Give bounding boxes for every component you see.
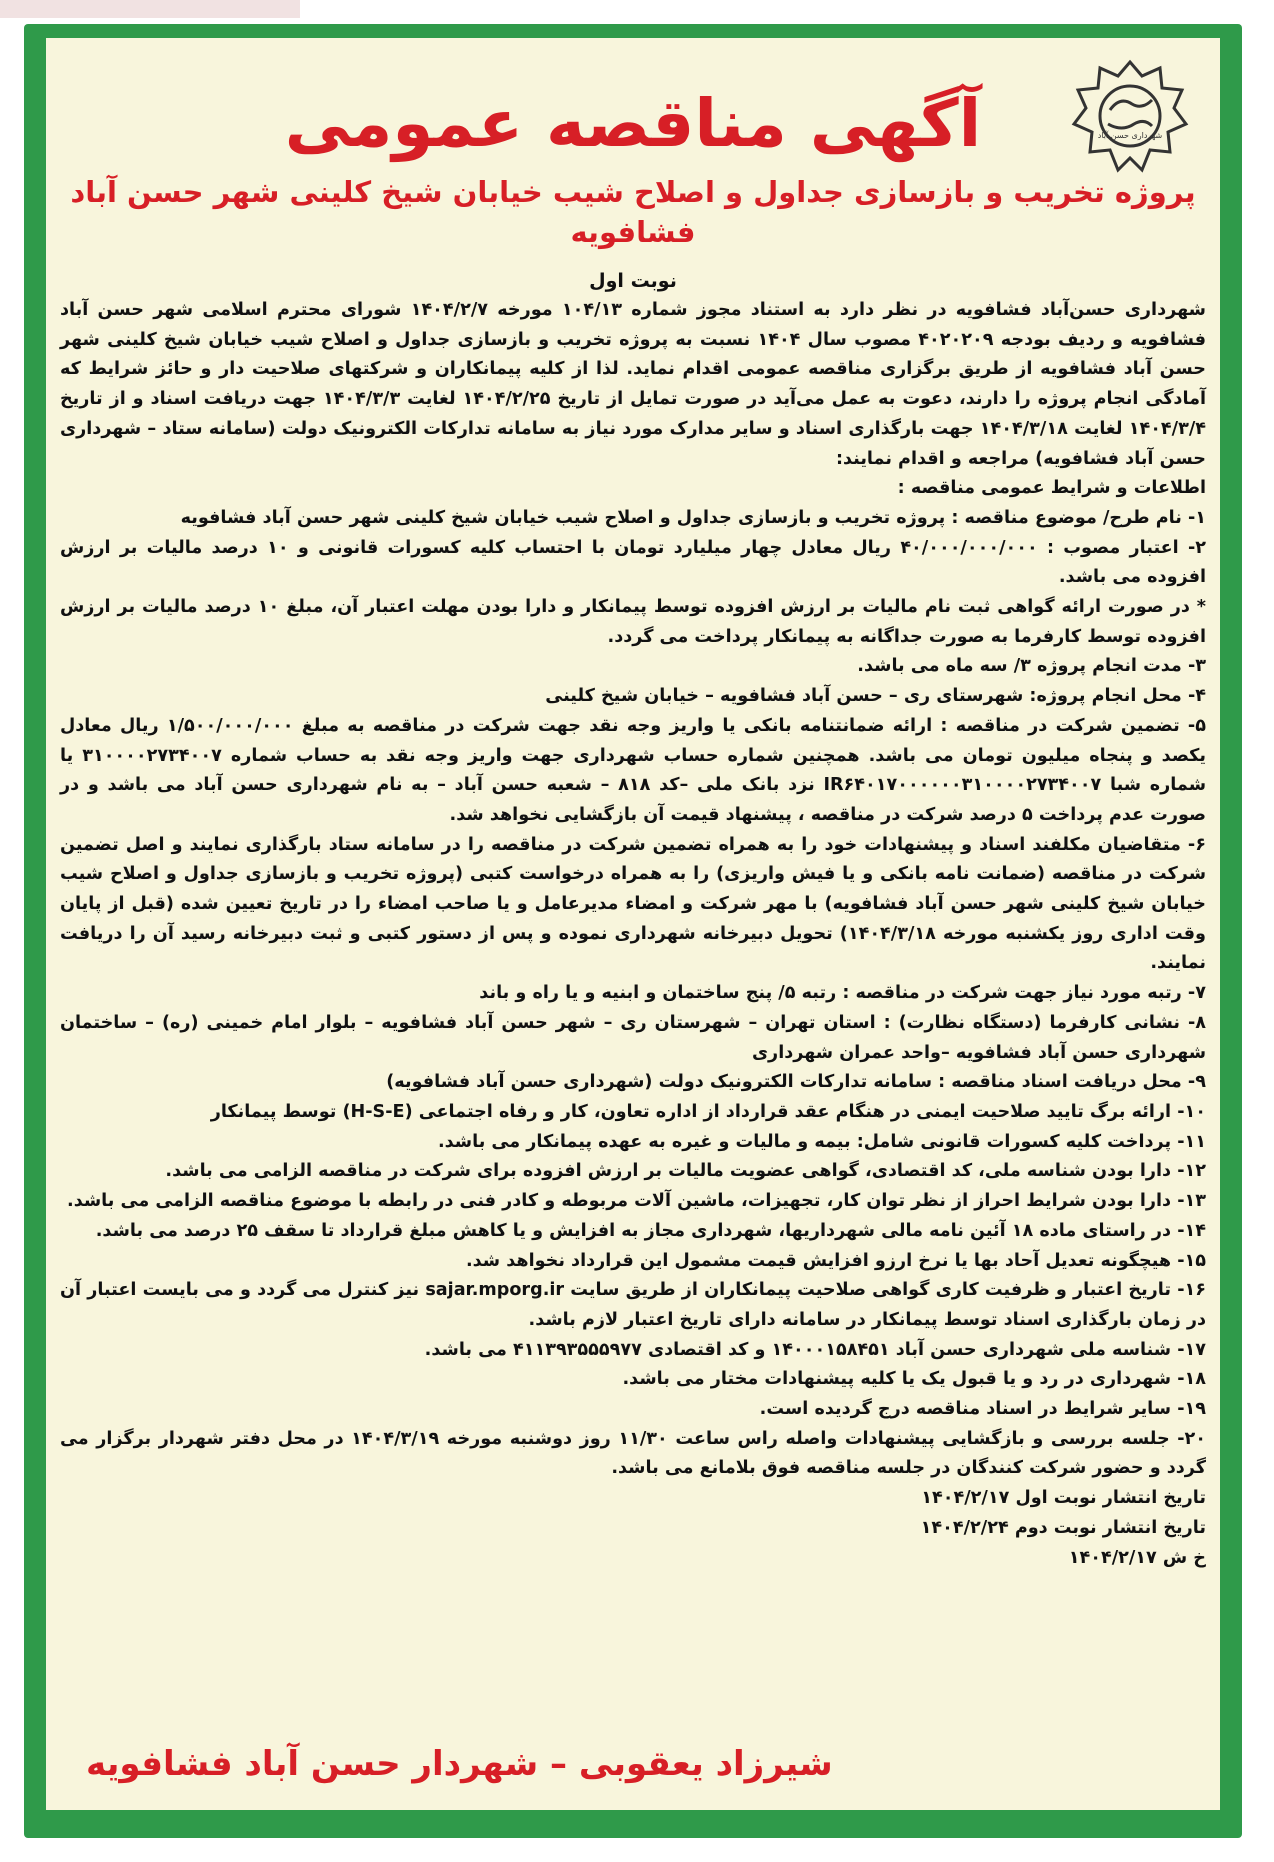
list-item: ۱۷- شناسه ملی شهرداری حسن آباد ۱۴۰۰۰۱۵۸۴۵۱ و کد اقتصادی ۴۱۱۳۹۳۵۵۵۹۷۷ می باشد.: [424, 1339, 1206, 1360]
list-item: ۴- محل انجام پروژه: شهرستای ری – حسن آباد فشافویه – خیابان شیخ کلینی: [545, 686, 1206, 707]
intro-paragraph: شهرداری حسن‌آباد فشافویه در نظر دارد به استناد مجوز شماره ۱۰۴/۱۳ مورخه ۱۴۰۴/۲/۷ شورای محترم اسلامی شهر حسن آباد فشافویه و ردیف بودجه ۴۰۲۰۲۰۹ مصوب سال ۱۴۰۴ نسبت به پروژه تخریب و بازسازی جداول و اصلاح شیب خیابان شیخ کلینی شهر حسن آباد فشافویه از طریق برگزاری مناقصه عمومی اقدام نماید. لذا از کلیه پیمانکاران و شرکتهای صلاحیت دار و حائز شرایط که آمادگی انجام پروژه را دارند، دعوت به عمل می‌آید در صورت تمایل از تاریخ ۱۴۰۴/۲/۲۵ لغایت ۱۴۰۴/۳/۳ جهت دریافت اسناد و از تاریخ ۱۴۰۴/۳/۴ لغایت ۱۴۰۴/۳/۱۸ جهت بارگذاری اسناد و سایر مدارک مورد نیاز به سامانه تدارکات الکترونیک دولت (سامانه ستاد – شهرداری حسن آباد فشافویه) مراجعه و اقدام نمایند:: [60, 300, 1207, 469]
list-item: ۵- تضمین شرکت در مناقصه : ارائه ضمانتنامه بانکی یا واریز وجه نقد جهت شرکت در مناقصه به مبلغ ۱/۵۰۰/۰۰۰/۰۰۰ ریال معادل یکصد و پنجاه میلیون تومان می باشد. همچنین شماره حساب شهرداری جهت واریز وجه نقد به حساب شماره ۳۱۰۰۰۰۲۷۳۴۰۰۷ یا شماره شبا IR۶۴۰۱۷۰۰۰۰۰۰۳۱۰۰۰۰۲۷۳۴۰۰۷ نزد بانک ملی –کد ۸۱۸ – شعبه حسن آباد – به نام شهرداری حسن آباد می باشد و در صورت عدم پرداخت ۵ درصد شرکت در مناقصه ، پیشنهاد قیمت آن بازگشایی نخواهد شد.: [60, 715, 1207, 825]
list-item: ۱۸- شهرداری در رد و یا قبول یک یا کلیه پیشنهادات مختار می باشد.: [622, 1369, 1206, 1390]
list-item: ۱۰- ارائه برگ تایید صلاحیت ایمنی در هنگام عقد قرارداد از اداره تعاون، کار و رفاه اجتماعی (H-S-E) توسط پیمانکار: [210, 1101, 1206, 1122]
list-item: ۷- رتبه مورد نیاز جهت شرکت در مناقصه : رتبه ۵/ پنج ساختمان و ابنیه و یا راه و باند: [479, 983, 1206, 1004]
list-item: ۱- نام طرح/ موضوع مناقصه : پروژه تخریب و بازسازی جداول و اصلاح شیب خیابان شیخ کلینی شهر حسن آباد فشافویه: [180, 507, 1206, 528]
list-item: ۱۲- دارا بودن شناسه ملی، کد اقتصادی، گواهی عضویت مالیات بر ارزش افزوده برای شرکت در مناقصه الزامی می باشد.: [165, 1161, 1206, 1182]
municipality-logo-icon: [1070, 58, 1190, 178]
notice-paper: [46, 38, 1220, 1810]
list-item: ۱۶- تاریخ اعتبار و ظرفیت کاری گواهی صلاحیت پیمانکاران از طریق سایت sajar.mporg.ir نیز کنترل می گردد و می بایست اعتبار آن در زمان بارگذاری اسناد توسط پیمانکار در سامانه دارای تاریخ اعتبار لازم باشد.: [60, 1280, 1206, 1330]
notice-body: [60, 296, 1206, 1573]
list-item: ۲- اعتبار مصوب : ۴۰/۰۰۰/۰۰۰/۰۰۰ ریال معادل چهار میلیارد تومان با احتساب کلیه کسورات قانونی و ۱۰ درصد مالیات بر ارزش افزوده می باشد.: [60, 537, 1206, 588]
corner-mark: [0, 0, 300, 18]
publication-dates: [60, 1484, 1206, 1573]
second-publication-date: تاریخ انتشار نوبت دوم ۱۴۰۴/۲/۲۴: [920, 1517, 1206, 1538]
list-item: ۱۳- دارا بودن شرایط احراز از نظر توان کار، تجهیزات، ماشین آلات مربوطه و کادر فنی در رابطه با موضوع مناقصه الزامی می باشد.: [67, 1191, 1206, 1212]
logo-text: شهرداری حسن آباد: [1097, 131, 1163, 140]
list-item: ۱۵- هیچگونه تعدیل آحاد بها یا نرخ ارزو افزایش قیمت مشمول این قرارداد نخواهد شد.: [465, 1250, 1206, 1271]
list-item: ۸- نشانی کارفرما (دستگاه نظارت) : استان تهران – شهرستان ری – شهر حسن آباد فشافویه – بلوار امام خمینی (ره) – ساختمان شهرداری حسن آباد فشافویه –واحد عمران شهرداری: [60, 1012, 1206, 1063]
list-item: ۱۱- پرداخت کلیه کسورات قانونی شامل: بیمه و مالیات و غیره به عهده پیمانکار می باشد.: [437, 1131, 1206, 1152]
publication-round: نوبت اول: [589, 270, 677, 292]
list-item: ۳- مدت انجام پروژه ۳/ سه ماه می باشد.: [857, 656, 1206, 677]
section-title: اطلاعات و شرایط عمومی مناقصه :: [897, 478, 1206, 499]
first-publication-date: تاریخ انتشار نوبت اول ۱۴۰۴/۲/۱۷: [921, 1488, 1206, 1509]
project-subtitle: پروژه تخریب و بازسازی جداول و اصلاح شیب خیابان شیخ کلینی شهر حسن آباد فشافویه: [70, 175, 1196, 249]
list-item: ۲۰- جلسه بررسی و بازگشایی پیشنهادات واصله راس ساعت ۱۱/۳۰ روز دوشنبه مورخه ۱۴۰۴/۳/۱۹ در محل دفتر شهردار برگزار می گردد و حضور شرکت کنندگان در جلسه مناقصه فوق بلامانع می باشد.: [60, 1428, 1206, 1479]
list-item: ۶- متقاضیان مکلفند اسناد و پیشنهادات خود را به همراه تضمین شرکت در مناقصه را در سامانه ستاد بارگذاری نمایند و اصل تضمین شرکت در مناقصه (ضمانت نامه بانکی و یا فیش واریزی) را به همراه درخواست کتبی (پروژه تخریب و بازسازی جداول و اصلاح شیب خیابان شیخ کلینی شهر حسن آباد فشافویه) با مهر شرکت و امضاء مدیرعامل و یا صاحب امضاء را در تاریخ تعیین شده (قبل از پایان وقت اداری روز یکشنبه مورخه ۱۴۰۴/۳/۱۸) تحویل دبیرخانه شهرداری نموده و پس از دستور کتبی و ثبت دبیرخانه رسید آن را دریافت نمایند.: [60, 834, 1206, 974]
list-item: ۱۹- سایر شرایط در اسناد مناقصه درج گردیده است.: [759, 1399, 1206, 1420]
conditions-list: [60, 504, 1206, 1484]
list-item: * در صورت ارائه گواهی ثبت نام مالیات بر ارزش افزوده توسط پیمانکار و دارا بودن مهلت اعتبار آن، مبلغ ۱۰ درصد مالیات بر ارزش افزوده توسط کارفرما به صورت جداگانه به پیمانکار پرداخت می گردد.: [60, 597, 1207, 647]
reference-code: خ ش ۱۴۰۴/۲/۱۷: [1068, 1547, 1206, 1568]
list-item: ۹- محل دریافت اسناد مناقصه : سامانه تدارکات الکترونیک دولت (شهرداری حسن آباد فشافویه): [386, 1072, 1206, 1093]
mayor-signature: شیرزاد یعقوبی – شهردار حسن آباد فشافویه: [86, 1744, 833, 1784]
notice-title: آگهی مناقصه عمومی: [284, 85, 982, 162]
list-item: ۱۴- در راستای ماده ۱۸ آئین نامه مالی شهرداریها، شهرداری مجاز به افزایش و یا کاهش مبلغ قرارداد تا سقف ۲۵ درصد می باشد.: [95, 1220, 1206, 1241]
